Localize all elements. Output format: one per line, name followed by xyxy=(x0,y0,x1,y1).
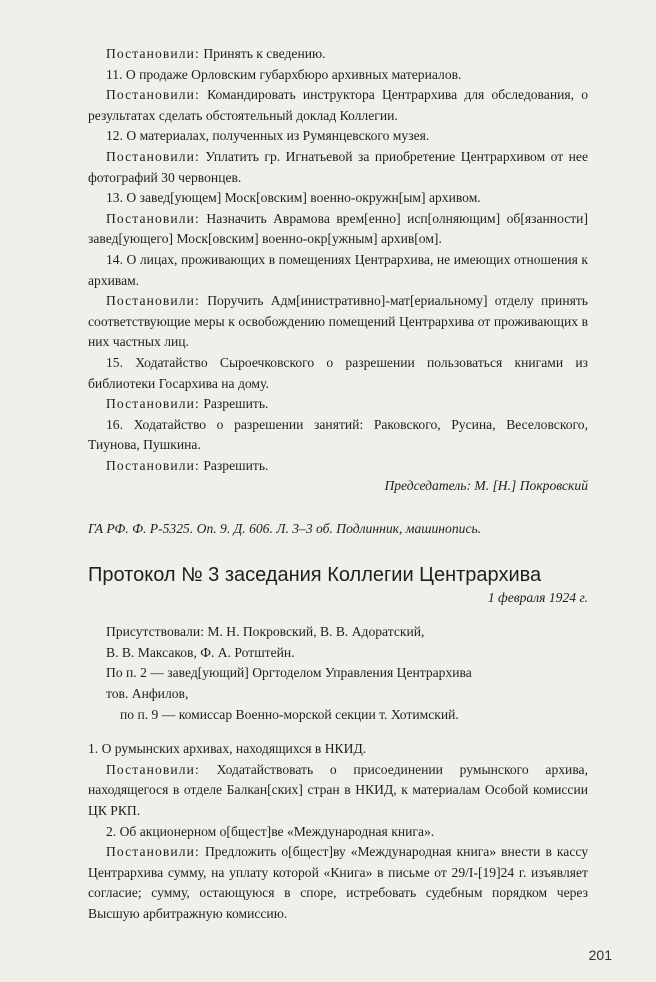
resolved-label: Постановили: xyxy=(106,457,200,473)
agenda-item xyxy=(88,65,588,86)
resolution-paragraph xyxy=(88,842,588,924)
paragraph-text: Председатель: М. [Н.] Покровский xyxy=(384,478,588,494)
resolution-paragraph xyxy=(88,44,588,65)
resolution-paragraph xyxy=(88,291,588,353)
paragraph-text: 15. Ходатайство Сыроечковского о разрешении пользоваться книгами из библиотеки Госархива на дому. xyxy=(88,354,588,391)
attendees-line xyxy=(88,684,588,705)
agenda-item xyxy=(88,353,588,394)
page-number: 201 xyxy=(588,947,612,963)
spacer xyxy=(88,540,588,562)
paragraph-text: 2. Об акционерном о[бщест]ве «Международная книга». xyxy=(106,823,435,839)
resolved-label: Постановили: xyxy=(106,293,200,309)
resolution-paragraph xyxy=(88,85,588,126)
paragraph-text: 11. О продаже Орловским губархбюро архивных материалов. xyxy=(106,66,462,82)
attendees-line xyxy=(88,705,588,726)
paragraph-text: Разрешить. xyxy=(199,396,269,412)
attendees-line xyxy=(88,643,588,664)
resolution-paragraph xyxy=(88,456,588,477)
agenda-item xyxy=(88,822,588,843)
paragraph-text: В. В. Максаков, Ф. А. Ротштейн. xyxy=(106,644,295,660)
paragraph-text: 1. О румынских архивах, находящихся в НКИД. xyxy=(88,741,367,757)
resolved-label: Постановили: xyxy=(106,210,200,226)
paragraph-text: Командировать инструктора Центрархива для обследования, о результатах сделать обстоятельный доклад Коллегии. xyxy=(88,87,588,123)
paragraph-text: Ходатайствовать о присоединении румынского архива, находящегося в отделе Балкан[ских] стран в НКИД, к материалам Особой комиссии ЦК РКП. xyxy=(88,761,588,818)
paragraph-text: 12. О материалах, полученных из Румянцевского музея. xyxy=(106,128,430,144)
protocol-heading xyxy=(88,562,588,588)
resolution-paragraph xyxy=(88,209,588,250)
agenda-item xyxy=(88,188,588,209)
spacer xyxy=(88,725,588,739)
resolved-label: Постановили: xyxy=(106,148,200,164)
paragraph-text: Разрешить. xyxy=(199,457,269,473)
resolution-paragraph xyxy=(88,394,588,415)
paragraph-text: Присутствовали: М. Н. Покровский, В. В. Адоратский, xyxy=(106,624,425,640)
agenda-item xyxy=(88,739,588,760)
paragraph-text: Протокол № 3 заседания Коллегии Центрархива xyxy=(88,563,542,586)
paragraph-text: Уплатить гр. Игнатьевой за приобретение Центрархивом от нее фотографий 30 червонцев. xyxy=(88,148,588,185)
paragraph-text: 1 февраля 1924 г. xyxy=(487,589,588,605)
document-body xyxy=(88,44,588,925)
archive-source xyxy=(88,519,588,540)
paragraph-text: ГА РФ. Ф. Р-5325. Оп. 9. Д. 606. Л. 3–3 об. Подлинник, машинопись. xyxy=(88,521,482,537)
attendees-line xyxy=(88,622,588,643)
paragraph-text: 13. О завед[ующем] Моск[овским] военно-окружн[ым] архивом. xyxy=(106,190,481,206)
resolution-paragraph xyxy=(88,147,588,188)
agenda-item xyxy=(88,250,588,291)
resolved-label: Постановили: xyxy=(106,46,200,61)
paragraph-text: Принять к сведению. xyxy=(199,46,326,61)
agenda-item xyxy=(88,415,588,456)
resolution-paragraph xyxy=(88,760,588,822)
spacer xyxy=(88,608,588,622)
paragraph-text: тов. Анфилов, xyxy=(106,686,189,702)
spacer xyxy=(88,497,588,519)
paragraph-text: по п. 9 — комиссар Военно-морской секции т. Хотимский. xyxy=(120,706,459,722)
protocol-date xyxy=(88,588,588,609)
paragraph-text: 14. О лицах, проживающих в помещениях Центрархива, не имеющих отношения к архивам. xyxy=(88,251,588,288)
resolved-label: Постановили: xyxy=(106,761,200,777)
resolved-label: Постановили: xyxy=(106,87,200,103)
agenda-item xyxy=(88,126,588,147)
chairman-signature xyxy=(88,476,588,497)
paragraph-text: 16. Ходатайство о разрешении занятий: Раковского, Русина, Веселовского, Тиунова, Пушкина. xyxy=(88,416,588,453)
paragraph-text: Предложить о[бщест]ву «Международная книга» внести в кассу Центрархива сумму, на уплату которой «Книга» в письме от 29/I-[19]24 г. изъявляет согласие; сумму, остающуюся в споре, истребовать судебным порядком через Высшую арбитражную комиссию. xyxy=(88,844,588,921)
text-flow xyxy=(88,44,588,925)
paragraph-text: Поручить Адм[инистративно]-мат[ериальному] отделу принять соответствующие меры к освобождению помещений Центрархива от проживающих в них частных лиц. xyxy=(88,293,588,350)
attendees-line xyxy=(88,663,588,684)
resolved-label: Постановили: xyxy=(106,396,200,412)
resolved-label: Постановили: xyxy=(106,844,200,860)
paragraph-text: Назначить Аврамова врем[енно] исп[олняющим] об[язанности] завед[ующего] Моск[овским] военно-окр[ужным] архив[ом]. xyxy=(88,210,588,247)
paragraph-text: По п. 2 — завед[ующий] Оргтоделом Управления Центрархива xyxy=(106,665,472,681)
